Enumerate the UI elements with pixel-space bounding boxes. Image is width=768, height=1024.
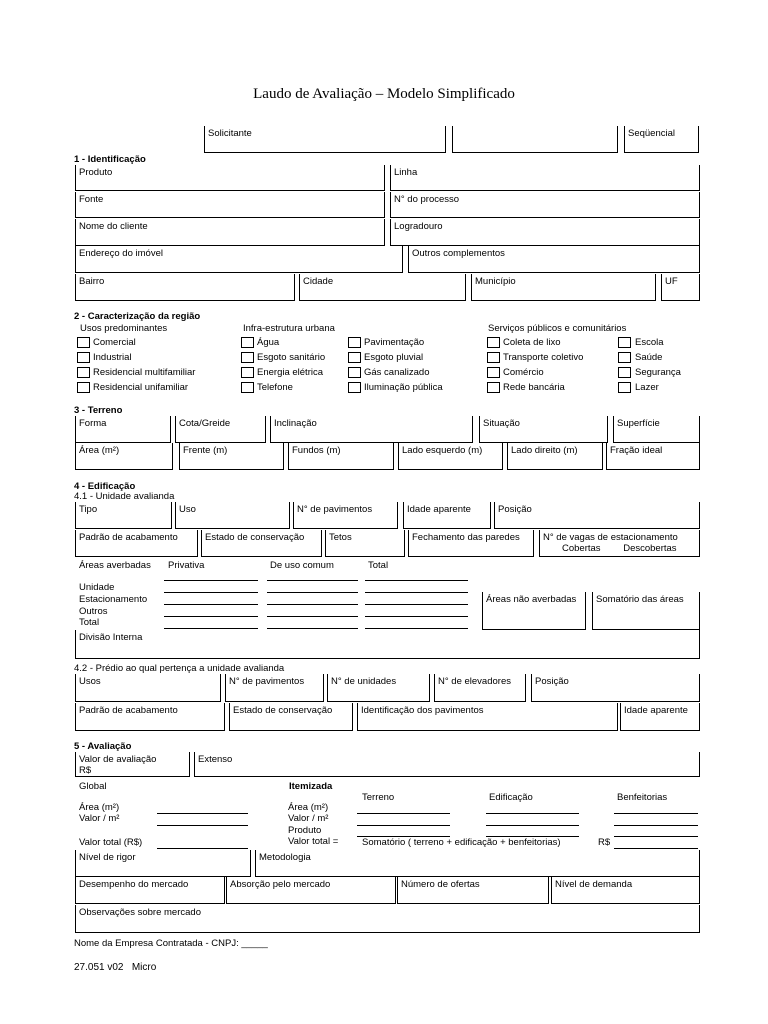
n-pavimentos-field[interactable] <box>225 674 324 702</box>
servicos-heading: Serviços públicos e comunitários <box>488 323 627 334</box>
terreno-line[interactable] <box>357 836 450 837</box>
checkbox-label: Segurança <box>635 367 681 378</box>
field-label: Posição <box>498 504 532 515</box>
total-row-label: Total <box>79 617 100 628</box>
outros-label: Outros <box>79 606 108 617</box>
subsection-4-2: 4.2 - Prédio ao qual pertença a unidade avalianda <box>74 663 285 674</box>
pavimentos-field[interactable] <box>293 502 398 529</box>
situacao-field[interactable] <box>479 416 608 443</box>
field-label: Área (m²) <box>79 445 120 456</box>
idade-field[interactable] <box>403 502 491 529</box>
usos-field[interactable] <box>75 674 221 702</box>
field-label: Padrão de acabamento <box>79 532 178 543</box>
checkbox-label: Coleta de lixo <box>503 337 561 348</box>
processo-field[interactable] <box>390 192 700 218</box>
field-label: Nível de demanda <box>555 879 633 890</box>
checkbox-saude[interactable] <box>618 352 631 363</box>
benfeitorias-line[interactable] <box>614 825 698 826</box>
checkbox-agua[interactable] <box>241 337 254 348</box>
somatorio-line[interactable] <box>614 848 698 849</box>
n-elevadores-field[interactable] <box>434 674 526 702</box>
field-label: Extenso <box>198 754 233 765</box>
checkbox-residencial-unifamiliar[interactable] <box>77 382 90 393</box>
uf-field[interactable] <box>661 274 700 301</box>
field-label: Idade aparente <box>624 705 688 716</box>
field-label: Seqüencial <box>628 128 676 139</box>
checkbox-esgoto-pluvial[interactable] <box>348 352 361 363</box>
unidade-label: Unidade <box>79 582 115 593</box>
area2-label: Área (m²) <box>288 802 329 813</box>
fechamento-field[interactable] <box>408 530 534 557</box>
field-label: Valor de avaliação <box>79 754 157 765</box>
privativa-label: Privativa <box>168 560 205 571</box>
field-label: N° de pavimentos <box>229 676 305 687</box>
checkbox-label: Esgoto sanitário <box>257 352 326 363</box>
cobertas-label: Cobertas <box>562 543 601 554</box>
empresa-label: Nome da Empresa Contratada - CNPJ: _____ <box>74 938 268 949</box>
nao-averbadas-field[interactable] <box>482 592 586 630</box>
form-code: 27.051 v02 Micro <box>74 962 157 973</box>
descobertas-label: Descobertas <box>623 543 677 554</box>
cliente-field[interactable] <box>75 219 385 246</box>
rs2-label: R$ <box>598 837 611 848</box>
valor-total2-label: Valor total = <box>288 836 339 847</box>
checkbox-label: Água <box>257 337 280 348</box>
field-label: N° de pavimentos <box>297 504 373 515</box>
field-label: N° de vagas de estacionamento <box>543 532 678 543</box>
field-label: Produto <box>79 167 113 178</box>
endereco-field[interactable] <box>75 246 403 273</box>
checkbox-label: Residencial multifamiliar <box>93 367 196 378</box>
checkbox-label: Industrial <box>93 352 132 363</box>
checkbox-lazer[interactable] <box>618 382 631 393</box>
divisao-interna-field[interactable] <box>75 630 700 659</box>
field-label: Solicitante <box>208 128 252 139</box>
checkbox-escola[interactable] <box>618 337 631 348</box>
terreno-line[interactable] <box>357 825 450 826</box>
uso-comum-label: De uso comum <box>270 560 334 571</box>
global-valor-total-line[interactable] <box>157 848 248 849</box>
field-label: Estado de conservação <box>205 532 305 543</box>
valor-m2-label: Valor / m² <box>79 813 120 824</box>
superficie-field[interactable] <box>613 416 700 443</box>
global-valor-m2-line[interactable] <box>157 825 248 826</box>
fracao-field[interactable] <box>606 443 700 470</box>
infra-heading: Infra-estrutura urbana <box>243 323 335 334</box>
field-label: Lado direito (m) <box>511 445 578 456</box>
nivel-rigor-field[interactable] <box>75 850 251 877</box>
field-label: Metodologia <box>259 852 311 863</box>
total-line[interactable] <box>365 604 468 605</box>
uso-comum-line[interactable] <box>267 580 358 581</box>
field-label: Fundos (m) <box>292 445 341 456</box>
identificacao-field[interactable] <box>357 703 618 731</box>
privativa-line[interactable] <box>164 604 258 605</box>
padrao-field[interactable] <box>75 530 198 557</box>
valor-m2-2-label: Valor / m² <box>288 813 329 824</box>
checkbox-label: Rede bancária <box>503 382 565 393</box>
fonte-field[interactable] <box>75 192 385 218</box>
observacoes-field[interactable] <box>75 905 700 933</box>
field-label: Forma <box>79 418 107 429</box>
currency-label: R$ <box>79 765 92 776</box>
privativa-line[interactable] <box>164 628 258 629</box>
checkbox-label: Saúde <box>635 352 663 363</box>
uso-comum-line[interactable] <box>267 592 358 593</box>
total-line[interactable] <box>365 580 468 581</box>
checkbox-label: Energia elétrica <box>257 367 324 378</box>
field-label: Linha <box>394 167 418 178</box>
field-label: Nome do cliente <box>79 221 148 232</box>
conservacao-field[interactable] <box>201 530 322 557</box>
valor-avaliacao-field[interactable] <box>75 752 190 777</box>
total-label: Total <box>368 560 389 571</box>
areas-averbadas-label: Áreas averbadas <box>79 560 151 571</box>
solicitante-field[interactable] <box>204 126 446 153</box>
fundos-field[interactable] <box>288 443 394 470</box>
demanda-field[interactable] <box>551 877 700 904</box>
field-label: N° de elevadores <box>438 676 511 687</box>
posicao2-field[interactable] <box>531 674 700 702</box>
conservacao2-field[interactable] <box>229 703 353 731</box>
n-unidades-field[interactable] <box>327 674 430 702</box>
checkbox-label: Comércio <box>503 367 544 378</box>
checkbox-label: Gás canalizado <box>364 367 430 378</box>
edificacao-line[interactable] <box>486 825 579 826</box>
benfeitorias-line[interactable] <box>614 836 698 837</box>
field-label: Áreas não averbadas <box>486 594 577 605</box>
field-label: Idade aparente <box>407 504 471 515</box>
checkbox-seguranca[interactable] <box>618 367 631 378</box>
field-label: Bairro <box>79 276 105 287</box>
lado-esquerdo-field[interactable] <box>398 443 503 470</box>
edificacao-line[interactable] <box>486 836 579 837</box>
vagas-field[interactable] <box>539 530 700 557</box>
field-label: N° do processo <box>394 194 460 205</box>
complementos-field[interactable] <box>408 246 700 273</box>
uso-field[interactable] <box>175 502 290 529</box>
field-label: Absorção pelo mercado <box>230 879 331 890</box>
total-line[interactable] <box>365 628 468 629</box>
field-label: Observações sobre mercado <box>79 907 201 918</box>
checkbox-transporte-coletivo[interactable] <box>487 352 500 363</box>
itemizada-label: Itemizada <box>289 781 333 792</box>
field-label: Cidade <box>303 276 334 287</box>
checkbox-label: Esgoto pluvial <box>364 352 424 363</box>
area-field[interactable] <box>75 443 173 470</box>
checkbox-label: Iluminação pública <box>364 382 443 393</box>
field-label: Posição <box>535 676 569 687</box>
field-label: Identificação dos pavimentos <box>361 705 484 716</box>
global-area-line[interactable] <box>157 813 248 814</box>
uso-comum-line[interactable] <box>267 604 358 605</box>
usos-heading: Usos predominantes <box>80 323 168 334</box>
field-label: Inclinação <box>274 418 317 429</box>
checkbox-residencial-multifamiliar[interactable] <box>77 367 90 378</box>
lado-direito-field[interactable] <box>507 443 603 470</box>
checkbox-label: Escola <box>635 337 664 348</box>
frente-field[interactable] <box>179 443 284 470</box>
field-label: Desempenho do mercado <box>79 879 189 890</box>
checkbox-label: Telefone <box>257 382 293 393</box>
field-label: Número de ofertas <box>401 879 480 890</box>
field-label: UF <box>665 276 678 287</box>
checkbox-comercial[interactable] <box>77 337 90 348</box>
section-5-heading: 5 - Avaliação <box>74 741 132 752</box>
checkbox-comercio[interactable] <box>487 367 500 378</box>
global-label: Global <box>79 781 107 792</box>
cota-field[interactable] <box>175 416 266 443</box>
edificacao-label: Edificação <box>489 792 533 803</box>
uso-comum-line[interactable] <box>267 616 358 617</box>
checkbox-label: Pavimentação <box>364 337 425 348</box>
field-label: Divisão Interna <box>79 632 143 643</box>
benfeitorias-label: Benfeitorias <box>617 792 668 803</box>
field-label: Frente (m) <box>183 445 228 456</box>
total-line[interactable] <box>365 592 468 593</box>
total-line[interactable] <box>365 616 468 617</box>
checkbox-iluminacao-publica[interactable] <box>348 382 361 393</box>
checkbox-industrial[interactable] <box>77 352 90 363</box>
field-label: Superfície <box>617 418 660 429</box>
field-label: Somatório das áreas <box>596 594 684 605</box>
field-label: Usos <box>79 676 101 687</box>
privativa-line[interactable] <box>164 616 258 617</box>
municipio-field[interactable] <box>471 274 656 301</box>
valor-total-label: Valor total (R$) <box>79 837 143 848</box>
metodologia-field[interactable] <box>255 850 700 877</box>
terreno-line[interactable] <box>357 813 450 814</box>
idade2-field[interactable] <box>620 703 700 731</box>
cidade-field[interactable] <box>299 274 466 301</box>
estacionamento-label: Estacionamento <box>79 594 148 605</box>
checkbox-gas-canalizado[interactable] <box>348 367 361 378</box>
produto-field[interactable] <box>75 165 385 191</box>
checkbox-label: Lazer <box>635 382 659 393</box>
absorcao-field[interactable] <box>226 877 396 904</box>
checkbox-label: Comercial <box>93 337 136 348</box>
sequencial-field[interactable] <box>624 126 699 153</box>
area-label: Área (m²) <box>79 802 120 813</box>
field-label: Fechamento das paredes <box>412 532 520 543</box>
section-3-heading: 3 - Terreno <box>74 405 123 416</box>
field-label: Outros complementos <box>412 248 505 259</box>
privativa-line[interactable] <box>164 580 258 581</box>
field-label: Logradouro <box>394 221 443 232</box>
field-label: Situação <box>483 418 520 429</box>
inclinacao-field[interactable] <box>270 416 473 443</box>
page-title: Laudo de Avaliação – Modelo Simplificado <box>253 86 515 102</box>
forma-field[interactable] <box>75 416 171 443</box>
checkbox-esgoto-sanitario[interactable] <box>241 352 254 363</box>
privativa-line[interactable] <box>164 592 258 593</box>
field-label: Nível de rigor <box>79 852 136 863</box>
section-1-heading: 1 - Identificação <box>74 154 146 165</box>
field-label: Tetos <box>329 532 352 543</box>
checkbox-rede-bancaria[interactable] <box>487 382 500 393</box>
field-label: Tipo <box>79 504 98 515</box>
field-label: Município <box>475 276 516 287</box>
extenso-field[interactable] <box>194 752 700 777</box>
checkbox-pavimentacao[interactable] <box>348 337 361 348</box>
desempenho-field[interactable] <box>75 877 225 904</box>
blank-header-field[interactable] <box>452 126 618 153</box>
field-label: Uso <box>179 504 196 515</box>
field-label: N° de unidades <box>331 676 397 687</box>
tetos-field[interactable] <box>325 530 405 557</box>
checkbox-energia-eletrica[interactable] <box>241 367 254 378</box>
produto-label: Produto <box>288 825 322 836</box>
field-label: Estado de conservação <box>233 705 333 716</box>
bairro-field[interactable] <box>75 274 295 301</box>
checkbox-telefone[interactable] <box>241 382 254 393</box>
field-label: Fração ideal <box>610 445 663 456</box>
section-2-heading: 2 - Caracterização da região <box>74 311 201 322</box>
somatorio-label: Somatório ( terreno + edificação + benfeitorias) <box>362 837 561 848</box>
terreno-label: Terreno <box>362 792 395 803</box>
section-4-heading: 4 - Edificação <box>74 481 136 492</box>
posicao-field[interactable] <box>494 502 700 529</box>
somatorio-areas-field[interactable] <box>592 592 700 630</box>
logradouro-field[interactable] <box>390 219 700 246</box>
edificacao-line[interactable] <box>486 813 579 814</box>
tipo-field[interactable] <box>75 502 172 529</box>
ofertas-field[interactable] <box>397 877 549 904</box>
field-label: Cota/Greide <box>179 418 231 429</box>
checkbox-label: Transporte coletivo <box>503 352 584 363</box>
field-label: Fonte <box>79 194 104 205</box>
uso-comum-line[interactable] <box>267 628 358 629</box>
checkbox-label: Residencial unifamiliar <box>93 382 189 393</box>
checkbox-coleta-de-lixo[interactable] <box>487 337 500 348</box>
field-label: Endereço do imóvel <box>79 248 163 259</box>
subsection-4-1: 4.1 - Unidade avalianda <box>74 491 175 502</box>
linha-field[interactable] <box>390 165 700 191</box>
field-label: Padrão de acabamento <box>79 705 178 716</box>
field-label: Lado esquerdo (m) <box>402 445 483 456</box>
benfeitorias-line[interactable] <box>614 813 698 814</box>
padrao2-field[interactable] <box>75 703 225 731</box>
